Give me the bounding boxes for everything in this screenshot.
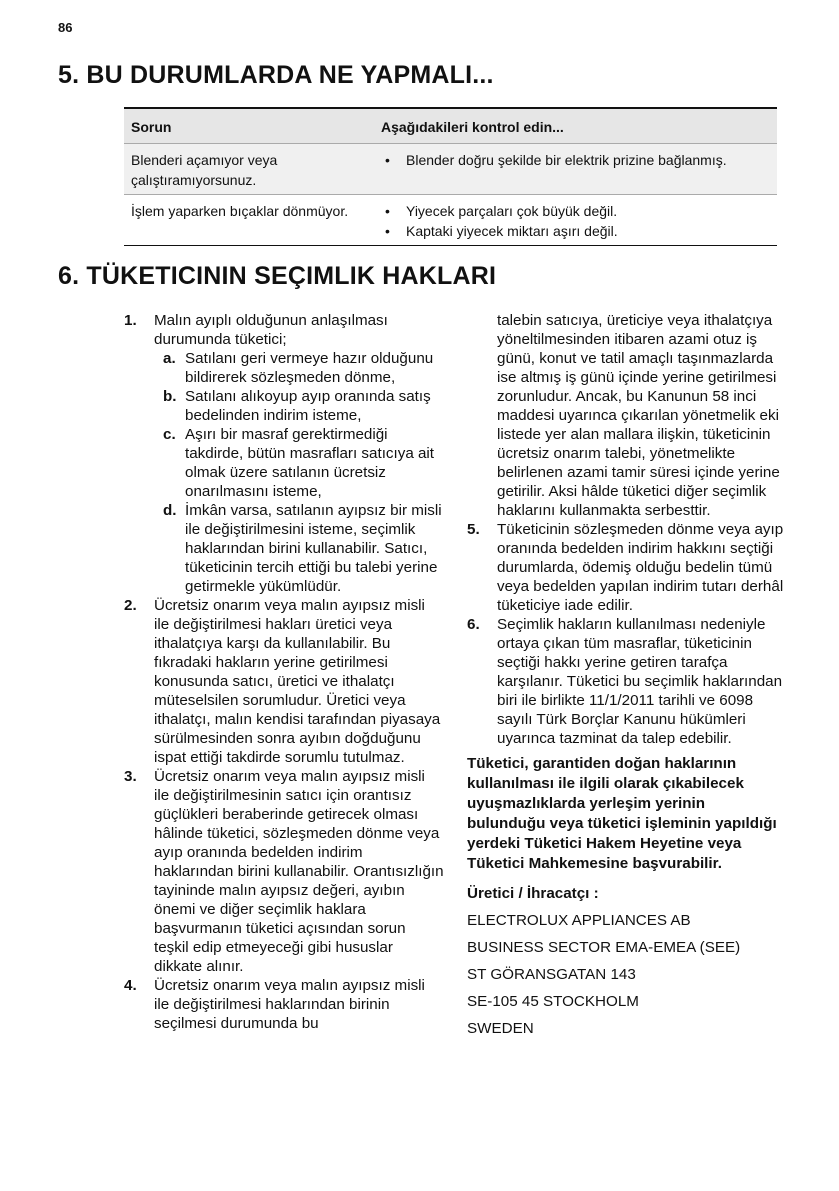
item-text: Ücretsiz onarım veya malın ayıpsız misli ile değiştirilmesi hakları üretici veya ithalatçıya karşı da kullanılabilir. Bu fıkradaki hakların yerine getirilmesi konusunda satıcı, üretici ve ithalatçı müteselsilen sorumludur. Üretici veya ithalatçı, malın kendisi tarafından piyasaya sürülmesinden sonra ayıbın doğduğunu ispat ettiği takdirde sorumlu tutulmaz. [154, 597, 441, 766]
item-number: 6. [467, 616, 480, 633]
item-number: 1. [124, 312, 137, 329]
sub-item-text: Aşırı bir masraf gerektirmediği takdirde, bütün masrafları satıcıya ait olmak üzere satılanın ücretsiz onarılmasını isteme, [185, 426, 435, 500]
item-number: 5. [467, 521, 480, 538]
sub-item-text: Satılanı geri vermeye hazır olduğunu bildirerek sözleşmeden dönme, [185, 350, 434, 386]
list-item [467, 615, 787, 748]
address-line: ELECTROLUX APPLIANCES AB [467, 912, 691, 929]
problem-cell: Blenderi açamıyor veya çalıştıramıyorsunuz. [124, 144, 374, 195]
section-5-title: 5. BU DURUMLARDA NE YAPMALI... [58, 61, 494, 89]
check-item: • Kaptaki yiyecek miktarı aşırı değil. [381, 221, 771, 241]
sub-item-label: a. [163, 350, 176, 367]
table-row [124, 144, 777, 195]
page-number: 86 [58, 20, 73, 35]
item-text: Malın ayıplı olduğunun anlaşılması durumunda tüketici; [154, 312, 388, 348]
sub-item [154, 501, 444, 596]
sub-item [154, 425, 444, 501]
troubleshooting-table [124, 107, 777, 246]
left-column [124, 311, 444, 1033]
sub-item [154, 349, 444, 387]
item-text: Seçimlik hakların kullanılması nedeniyle ortaya çıkan tüm masraflar, tüketicinin seçtiği hakkı yerine getiren tarafça karşılanır. Tüketici bu seçimlik haklarından biri ile birlikte 11/1/2011 tarihli ve 6098 sayılı Türk Borçlar Kanunu hükümleri uyarınca tazminat da talep edebilir. [497, 616, 783, 747]
list-item [124, 311, 444, 596]
sub-item-label: d. [163, 502, 177, 519]
right-column [467, 311, 787, 1038]
item-text: Ücretsiz onarım veya malın ayıpsız misli ile değiştirilmesi haklarından birinin seçilmesi durumunda bu [154, 977, 425, 1032]
sub-item-label: c. [163, 426, 176, 443]
list-item [467, 520, 787, 615]
address-line: BUSINESS SECTOR EMA-EMEA (SEE) [467, 939, 741, 956]
item-number: 2. [124, 597, 137, 614]
check-item: • Blender doğru şekilde bir elektrik prizine bağlanmış. [381, 150, 771, 170]
table-header-row [124, 108, 777, 144]
sub-item [154, 387, 444, 425]
list-item [124, 976, 444, 1033]
item-text: Ücretsiz onarım veya malın ayıpsız misli ile değiştirilmesinin satıcı için orantısız güçlükleri beraberinde getirecek olması hâlinde tüketici, sözleşmeden dönme veya ayıp oranında bedelden indirim haklarından birini kullanabilir. Orantısızlığın tayininde malın ayıpsız değeri, ayıbın önemi ve diğer seçimlik haklara başvurmanın tüketici açısından sorun teşkil edip etmeyeceği gibi hususlar dikkate alınır. [154, 768, 444, 975]
section-6-title: 6. TÜKETICININ SEÇIMLIK HAKLARI [58, 262, 497, 290]
consumer-notice: Tüketici, garantiden doğan haklarının kullanılması ile ilgili olarak çıkabilecek uyuşmazlıklarda yerleşim yerinin bulunduğu veya tüketici işleminin yapıldığı yerdeki Tüketici Hakem Heyetine veya Tüketici Mahkemesine başvurabilir. [467, 755, 777, 872]
item-number: 4. [124, 977, 137, 994]
sub-item-text: Satılanı alıkoyup ayıp oranında satış bedelinden indirim isteme, [185, 388, 431, 424]
check-cell [374, 195, 777, 246]
column-header-problem: Sorun [124, 108, 374, 144]
item-number: 3. [124, 768, 137, 785]
check-item: • Yiyecek parçaları çok büyük değil. [381, 201, 771, 221]
problem-cell: İşlem yaparken bıçaklar dönmüyor. [124, 195, 374, 246]
check-cell [374, 144, 777, 195]
column-header-check: Aşağıdakileri kontrol edin... [374, 108, 777, 144]
address-line: ST GÖRANSGATAN 143 [467, 966, 636, 983]
manufacturer-label: Üretici / İhracatçı : [467, 885, 599, 902]
table-row [124, 195, 777, 246]
item-continuation: talebin satıcıya, üreticiye veya ithalatçıya yöneltilmesinden itibaren azami otuz iş günü, konut ve tatil amaçlı taşınmazlarda ise altmış iş günü içinde yerine getirilmesi zorunludur. Ancak, bu Kanunun 58 inci maddesi uyarınca çıkarılan yönetmelik eki listede yer alan mallara ilişkin, tüketicinin ücretsiz onarım talebi, yönetmelikte belirlenen azami tamir süresi içinde yerine getirilir. Aksi hâlde tüketici diğer seçimlik haklarını kullanmakta serbesttir. [497, 312, 780, 519]
address-line: SWEDEN [467, 1020, 534, 1037]
address-line: SE-105 45 STOCKHOLM [467, 993, 639, 1010]
list-item [124, 767, 444, 976]
item-text: Tüketicinin sözleşmeden dönme veya ayıp oranında bedelden indirim hakkını seçtiği durumlarda, ödemiş olduğu bedelin tümü veya bedelden yapılan indirim tutarı derhâl tüketiciye iade edilir. [497, 521, 784, 614]
sub-item-label: b. [163, 388, 177, 405]
list-item [124, 596, 444, 767]
sub-item-text: İmkân varsa, satılanın ayıpsız bir misli ile değiştirilmesini isteme, seçimlik haklarından birini kullanabilir. Satıcı, tüketicinin tercih ettiği bu talebi yerine getirmekle yükümlüdür. [185, 502, 442, 595]
